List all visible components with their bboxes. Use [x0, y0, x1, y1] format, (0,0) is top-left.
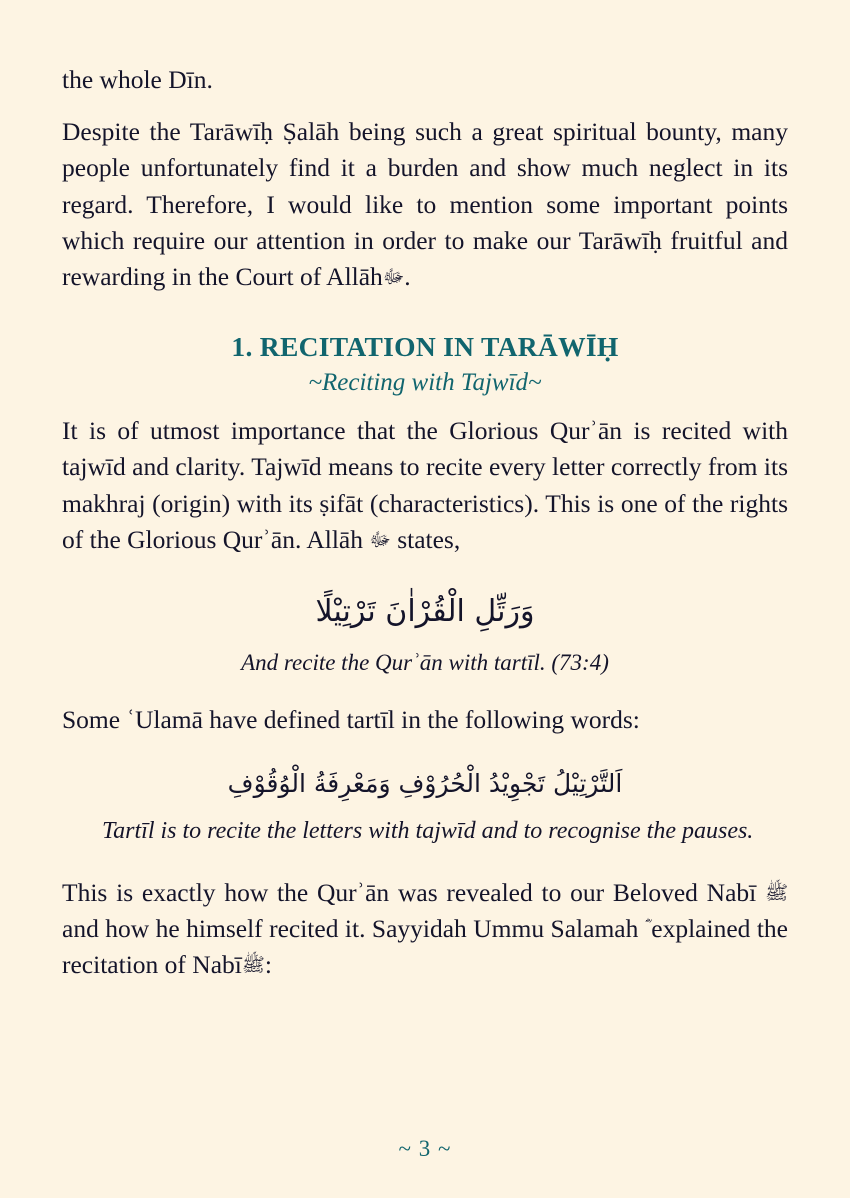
section-subheading: ~Reciting with Tajwīd~ [308, 369, 542, 397]
paragraph-text-2: and how he himself recited it. Sayyidah Ummu Salamah [62, 914, 639, 944]
paragraph-text: This is exactly how the Qurʾān was revealed to our Beloved Nabī [62, 878, 757, 908]
paragraph-text-end: . [404, 262, 411, 292]
paragraph-text-end: states, [397, 524, 461, 554]
paragraph-text-3: explained the recitation of Nabī [62, 914, 788, 980]
paragraph-text: the whole Dīn. [62, 65, 213, 94]
paragraph-text: Some ʿUlamā have defined tartīl in the following words: [62, 705, 640, 735]
quran-verse-translation: And recite the Qurʾān with tartīl. (73:4) [241, 650, 609, 676]
paragraph-tajwid [62, 413, 788, 558]
paragraph-text-4: : [264, 950, 272, 980]
paragraph-text: It is of utmost importance that the Glorious Qurʾān is recited with tajwīd and clarity. Tajwīd means to recite every letter correctly from its makhraj (origin) with its ṣifāt (characteristics). This is one of the rights of the Glorious Qurʾān. Allāh [62, 416, 788, 554]
paragraph-text: Despite the Tarāwīḥ Ṣalāh being such a great spiritual bounty, many people unfortunately find it a burden and show much neglect in its regard. Therefore, I would like to mention some important points which require our attention in order to make our Tarāwīḥ fruitful and rewarding in the Court of Allāh [62, 117, 788, 292]
hadith-arabic: اَلتَّرْتِيْلُ تَجْوِيْدُ الْحُرُوْفِ وَمَعْرِفَةُ الْوُقُوْفِ [227, 769, 623, 799]
jalla-jalaluhu-icon: ﷻ [369, 528, 391, 551]
section-heading: 1. RECITATION IN TARĀWĪḤ [231, 331, 619, 363]
quran-verse-arabic: وَرَتِّلِ الْقُرْاٰنَ تَرْتِيْلًا [315, 594, 535, 630]
hadith-translation: Tartīl is to recite the letters with tajwīd and to recognise the pauses. [102, 818, 754, 845]
page-number: ~ 3 ~ [398, 1136, 452, 1161]
sallallahu-alayhi-wasallam-icon: ﷺ [241, 954, 265, 977]
paragraph-continuation [62, 62, 788, 98]
paragraph-intro [62, 114, 788, 295]
sallallahu-alayhi-wasallam-icon: ﷺ [765, 882, 789, 905]
paragraph-ulama [62, 702, 788, 738]
paragraph-revelation [62, 875, 788, 984]
jalla-jalaluhu-icon: ﷻ [382, 266, 405, 289]
